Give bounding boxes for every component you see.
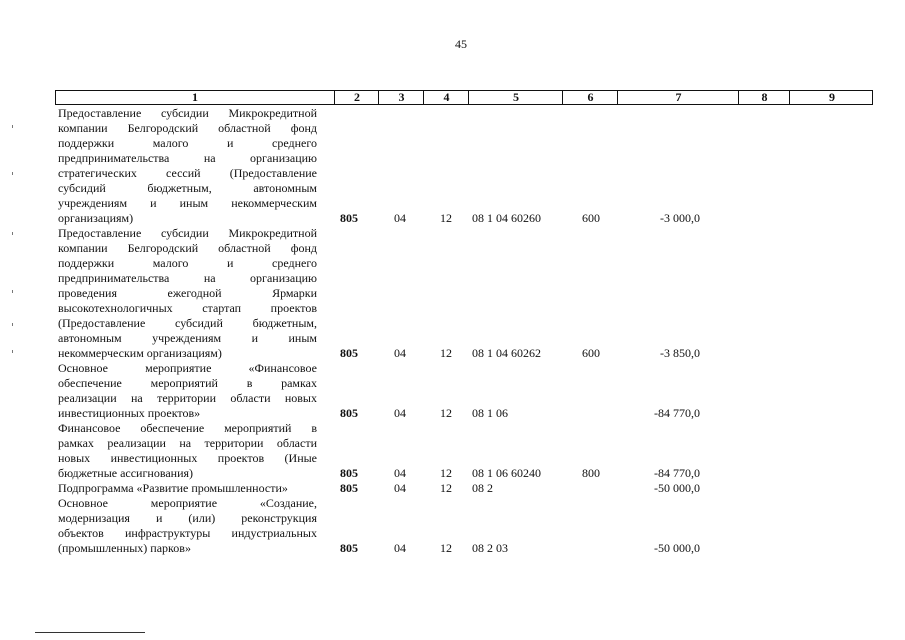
table-header xyxy=(55,90,873,105)
header-col-7: 7 xyxy=(617,91,739,104)
page-number: 45 xyxy=(455,37,467,51)
row-2-line: автономным учреждениям и иным xyxy=(58,331,317,345)
row-1-line: Предоставление субсидии Микрокредитной xyxy=(58,106,317,120)
row-1-col-4: 12 xyxy=(440,211,452,225)
row-2-line: высокотехнологичных стартап проектов xyxy=(58,301,317,315)
header-col-5: 5 xyxy=(468,91,563,104)
header-col-4: 4 xyxy=(423,91,469,104)
row-5-col-7: -50 000,0 xyxy=(654,481,700,495)
row-3-col-3: 04 xyxy=(394,406,406,420)
row-4-col-3: 04 xyxy=(394,466,406,480)
row-2-line: Предоставление субсидии Микрокредитной xyxy=(58,226,317,240)
row-6-line: объектов инфраструктуры индустриальных xyxy=(58,526,317,540)
row-1-col-5: 08 1 04 60260 xyxy=(472,211,541,225)
row-3-col-7: -84 770,0 xyxy=(654,406,700,420)
row-2-col-4: 12 xyxy=(440,346,452,360)
row-5-line: Подпрограмма «Развитие промышленности» xyxy=(58,481,288,495)
row-4-col-6: 800 xyxy=(582,466,600,480)
row-2-line: (Предоставление субсидий бюджетным, xyxy=(58,316,317,330)
row-2-line: компании Белгородский областной фонд xyxy=(58,241,317,255)
row-5-description xyxy=(58,481,317,496)
row-3-col-2: 805 xyxy=(340,406,358,420)
row-3-line: реализации на территории области новых xyxy=(58,391,317,405)
row-3-line: Основное мероприятие «Финансовое xyxy=(58,361,317,375)
row-5-col-5: 08 2 xyxy=(472,481,493,495)
row-1-line: компании Белгородский областной фонд xyxy=(58,121,317,135)
row-1-line: организациям) xyxy=(58,211,134,225)
row-2-col-5: 08 1 04 60262 xyxy=(472,346,541,360)
row-6-col-2: 805 xyxy=(340,541,358,555)
scan-speck xyxy=(12,125,13,128)
row-6-line: Основное мероприятие «Создание, xyxy=(58,496,317,510)
row-2-col-6: 600 xyxy=(582,346,600,360)
row-1-col-3: 04 xyxy=(394,211,406,225)
header-col-8: 8 xyxy=(738,91,790,104)
row-4-line: рамках реализации на территории области xyxy=(58,436,317,450)
scan-speck xyxy=(12,232,13,235)
row-5-col-4: 12 xyxy=(440,481,452,495)
row-2-line: предпринимательства на организацию xyxy=(58,271,317,285)
row-2-col-7: -3 850,0 xyxy=(660,346,700,360)
row-6-line: модернизация и (или) реконструкция xyxy=(58,511,317,525)
row-2-line: некоммерческим организациям) xyxy=(58,346,222,360)
row-4-col-4: 12 xyxy=(440,466,452,480)
scan-speck xyxy=(12,350,13,353)
row-3-col-4: 12 xyxy=(440,406,452,420)
row-4-description xyxy=(58,421,317,481)
row-6-col-5: 08 2 03 xyxy=(472,541,508,555)
row-1-line: субсидий бюджетным, автономным xyxy=(58,181,317,195)
row-2-line: поддержки малого и среднего xyxy=(58,256,317,270)
row-4-col-5: 08 1 06 60240 xyxy=(472,466,541,480)
row-6-col-3: 04 xyxy=(394,541,406,555)
row-4-line: Финансовое обеспечение мероприятий в xyxy=(58,421,317,435)
row-5-col-3: 04 xyxy=(394,481,406,495)
row-6-line: (промышленных) парков» xyxy=(58,541,191,555)
row-6-col-4: 12 xyxy=(440,541,452,555)
row-1-col-2: 805 xyxy=(340,211,358,225)
row-6-col-7: -50 000,0 xyxy=(654,541,700,555)
row-1-line: учреждениям и иным некоммерческим xyxy=(58,196,317,210)
row-2-line: проведения ежегодной Ярмарки xyxy=(58,286,317,300)
header-col-9: 9 xyxy=(789,91,874,104)
row-4-line: новых инвестиционных проектов (Иные xyxy=(58,451,317,465)
row-4-col-2: 805 xyxy=(340,466,358,480)
row-1-line: предпринимательства на организацию xyxy=(58,151,317,165)
row-1-col-6: 600 xyxy=(582,211,600,225)
row-1-line: стратегических сессий (Предоставление xyxy=(58,166,317,180)
header-col-6: 6 xyxy=(562,91,618,104)
row-5-col-2: 805 xyxy=(340,481,358,495)
row-4-col-7: -84 770,0 xyxy=(654,466,700,480)
row-3-col-5: 08 1 06 xyxy=(472,406,508,420)
scan-speck xyxy=(12,290,13,293)
row-1-col-7: -3 000,0 xyxy=(660,211,700,225)
scan-speck xyxy=(12,172,13,175)
header-col-2: 2 xyxy=(334,91,379,104)
header-col-3: 3 xyxy=(378,91,424,104)
row-2-description xyxy=(58,226,317,361)
row-3-line: инвестиционных проектов» xyxy=(58,406,201,420)
row-6-description xyxy=(58,496,317,556)
row-1-line: поддержки малого и среднего xyxy=(58,136,317,150)
row-3-line: обеспечение мероприятий в рамках xyxy=(58,376,317,390)
row-4-line: бюджетные ассигнования) xyxy=(58,466,194,480)
row-3-description xyxy=(58,361,317,421)
row-2-col-2: 805 xyxy=(340,346,358,360)
scan-speck xyxy=(12,323,13,326)
header-col-1: 1 xyxy=(192,90,198,104)
row-1-description xyxy=(58,106,317,226)
footer-rule xyxy=(35,632,145,633)
row-2-col-3: 04 xyxy=(394,346,406,360)
